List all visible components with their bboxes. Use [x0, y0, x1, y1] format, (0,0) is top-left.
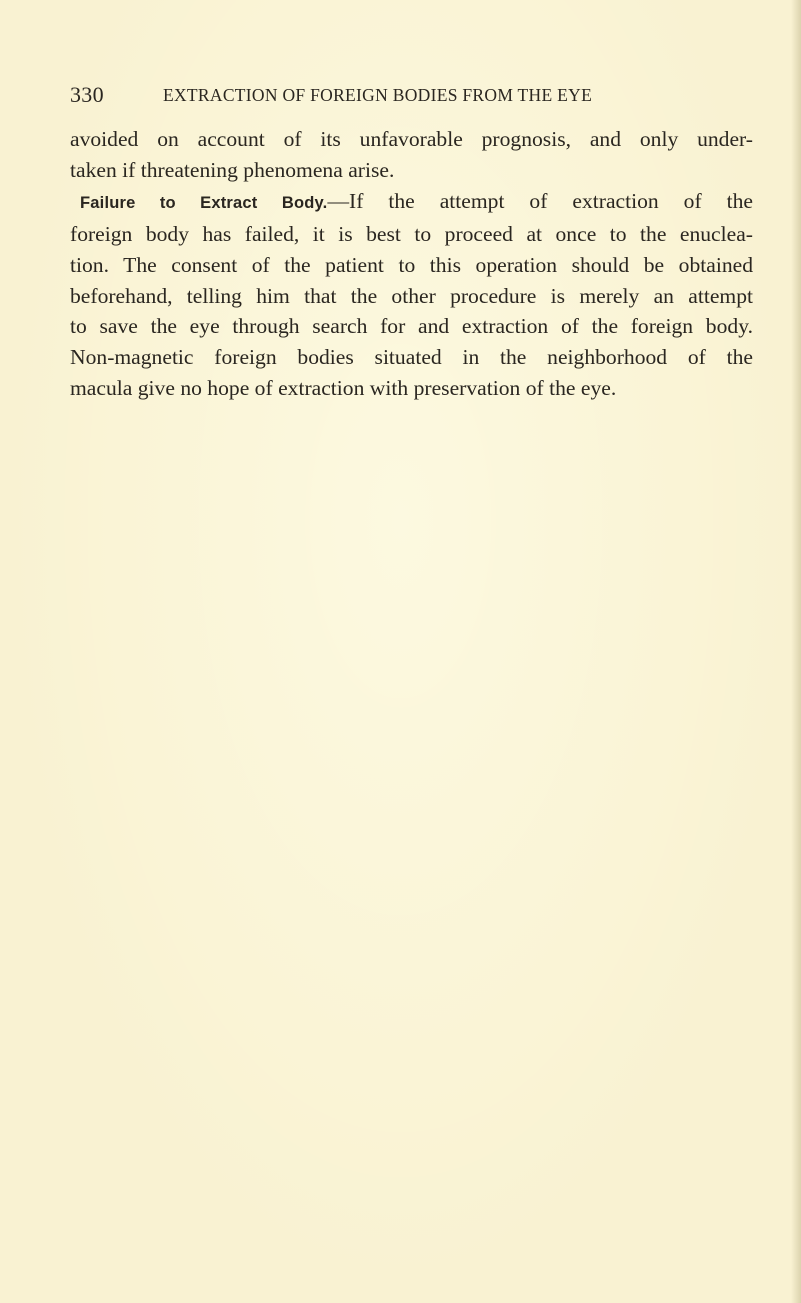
page-edge-shadow: [791, 0, 801, 1303]
running-head: EXTRACTION OF FOREIGN BODIES FROM THE EYE: [163, 85, 593, 105]
text-line: avoided on account of its unfavorable prognosis, and only under-: [70, 127, 753, 151]
text-line: to save the eye through search for and extraction of the foreign body.: [70, 314, 753, 339]
text-line: taken if threatening phenomena arise.: [70, 157, 395, 182]
section-run-in-heading: Failure to Extract Body.: [80, 193, 328, 212]
text-line: tion. The consent of the patient to this operation should be obtained: [70, 252, 753, 277]
text-line: Non-magnetic foreign bodies situated in the neighborhood of the: [70, 345, 753, 370]
body-text: [70, 124, 753, 404]
text-line: macula give no hope of extraction with preservation of the eye.: [70, 376, 617, 401]
page-number: 330: [70, 82, 104, 107]
text-line: foreign body has failed, it is best to proceed at once to the enuclea-: [70, 221, 753, 246]
text-line: beforehand, telling him that the other procedure is merely an attempt: [70, 283, 753, 308]
text-line-with-heading: [70, 186, 753, 219]
text-line-rest: —If the attempt of extraction of the: [327, 188, 753, 213]
page-header: [70, 82, 750, 108]
